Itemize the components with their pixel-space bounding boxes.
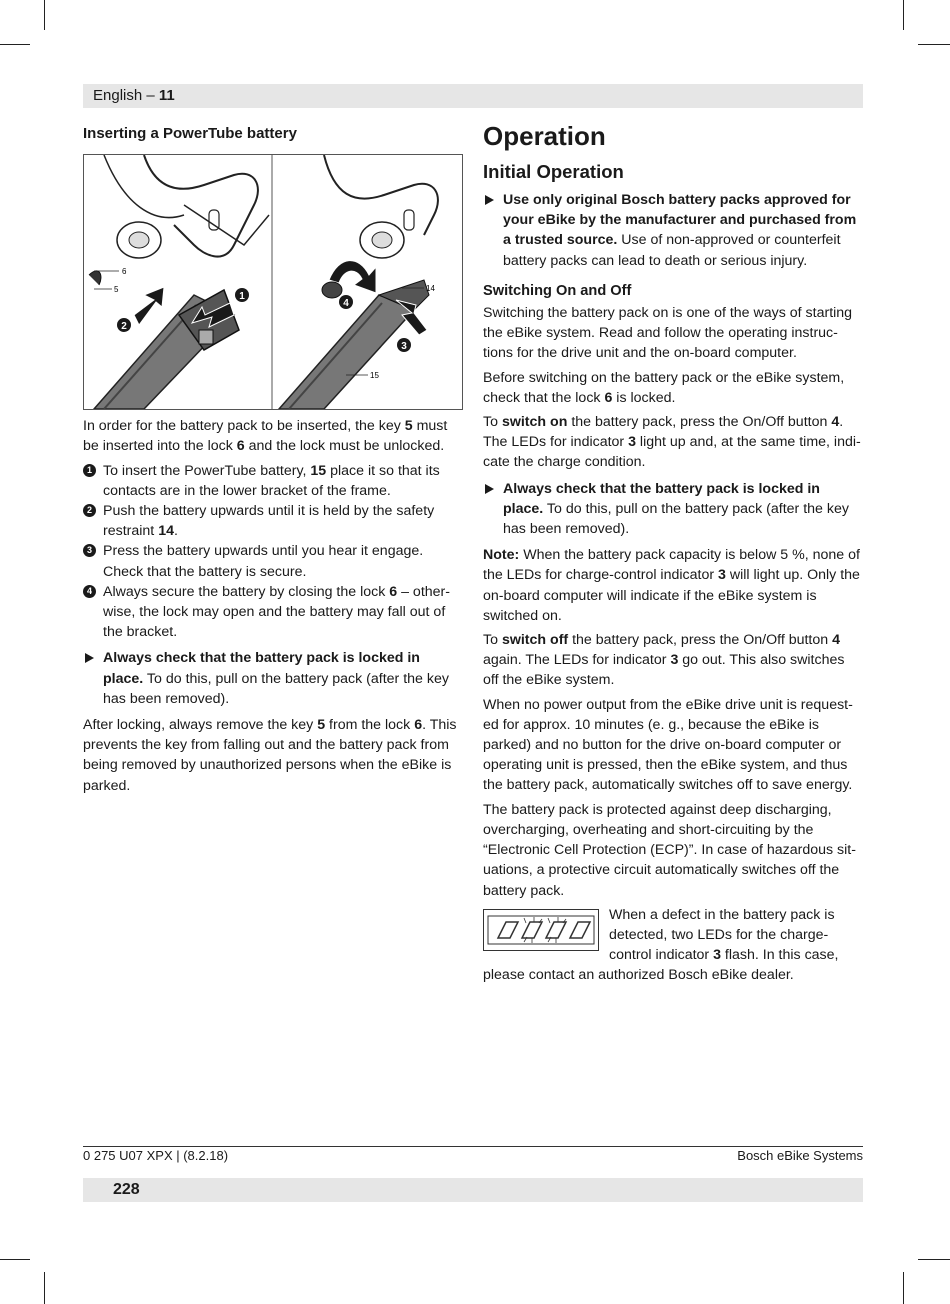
crop-mark: [0, 1259, 30, 1260]
paragraph: To switch on the battery pack, press the On/Off button 4. The LEDs for indicator 3 light up and, at the same time, indi-cate the charge condition.: [483, 414, 861, 471]
step-number-icon: 1: [83, 464, 96, 477]
figure-label-6: 6: [122, 267, 127, 277]
warning-lock-check: Always check that the battery pack is locked in place. To do this, pull on the battery pack (after the key has been removed).: [483, 479, 863, 540]
page-number: 228: [113, 1181, 140, 1198]
step-number-icon: 2: [83, 504, 96, 517]
paragraph: When no power output from the eBike drive unit is request-ed for approx. 10 minutes (e. g., because the eBike is parked) and no button for the drive on-board computer or operating unit is pressed, then the eBike system, and thus the battery pack, automatically switches off to save energy.: [483, 696, 853, 794]
warning-lock-check: Always check that the battery pack is locked in place. To do this, pull on the battery pack (after the key has been removed).: [83, 648, 463, 709]
warning-original-battery: Use only original Bosch battery packs approved for your eBike by the manufacturer and purchased from a trusted source. Use of non-approved or counterfeit battery packs can lead to death or serious injury.: [483, 190, 863, 271]
after-lock-text: After locking, always remove the key 5 from the lock 6. This prevents the key from falling out and the battery pack from being removed by unauthorized persons when the eBike is parked.: [83, 717, 457, 794]
arrow-right-icon: [485, 195, 494, 205]
subsection-heading: Switching On and Off: [483, 282, 632, 299]
led-indicator-icon: [483, 909, 599, 951]
step-item: 1 To insert the PowerTube battery, 15 place it so that its contacts are in the lower bracket of the frame.: [83, 461, 463, 501]
figure-step-3: 3: [401, 341, 407, 353]
step-item: 2 Push the battery upwards until it is held by the safety restraint 14.: [83, 501, 463, 541]
arrow-right-icon: [485, 484, 494, 494]
paragraph: To switch off the battery pack, press the On/Off button 4 again. The LEDs for indicator 3 go out. This also switches off the eBike system.: [483, 632, 845, 689]
left-column: [83, 120, 463, 800]
header-lang: English: [93, 87, 143, 104]
crop-mark: [44, 1272, 45, 1304]
step-item: 4 Always secure the battery by closing the lock 6 – other-wise, the lock may open and the battery may fall out of the bracket.: [83, 582, 463, 643]
arrow-right-icon: [85, 653, 94, 663]
figure-step-2: 2: [121, 321, 127, 333]
step-item: 3 Press the battery upwards until you hear it engage. Check that the battery is secure.: [83, 541, 463, 581]
crop-mark: [903, 1272, 904, 1304]
section-title: Operation: [483, 121, 606, 151]
crop-mark: [903, 0, 904, 30]
right-column: [483, 120, 863, 990]
figure-step-4: 4: [343, 298, 349, 310]
step-number-icon: 4: [83, 585, 96, 598]
crop-mark: [44, 0, 45, 30]
insert-intro: In order for the battery pack to be inserted, the key 5 must be inserted into the lock 6 and the lock must be unlocked.: [83, 418, 448, 455]
figure-label-14: 14: [426, 284, 435, 294]
section-subtitle: Inserting a PowerTube battery: [83, 125, 297, 142]
page-header: [83, 84, 863, 108]
paragraph: Switching the battery pack on is one of the ways of starting the eBike system. Read and follow the operating instruc-tions for the drive unit and the on-board computer.: [483, 305, 853, 362]
crop-mark: [918, 1259, 950, 1260]
figure-step-1: 1: [239, 291, 245, 303]
battery-illustration: [84, 155, 462, 409]
crop-mark: [0, 44, 30, 45]
crop-mark: [918, 44, 950, 45]
header-sep: –: [142, 87, 159, 104]
figure-label-15: 15: [370, 371, 379, 381]
header-text: [93, 87, 175, 104]
paragraph: When a defect in the battery pack is detected, two LEDs for the charge-control indicator 3 flash. In this case, please contact an authorized Bosch eBike dealer.: [483, 906, 839, 984]
section-heading: Initial Operation: [483, 161, 624, 182]
step-number-icon: 3: [83, 544, 96, 557]
paragraph: The battery pack is protected against deep discharging, overcharging, overheating and short-circuiting by the “Electronic Cell Protection (ECP)”. In case of hazardous sit-uations, a protective circuit automatically switches off the battery pack.: [483, 801, 856, 899]
header-page-number: 11: [158, 87, 175, 104]
paragraph: Before switching on the battery pack or the eBike system, check that the lock 6 is locked.: [483, 369, 845, 406]
figure-label-5: 5: [114, 285, 119, 295]
footer-divider: [83, 1146, 863, 1147]
page-number-bar: [83, 1178, 863, 1202]
document-code: 0 275 U07 XPX | (8.2.18): [83, 1148, 229, 1163]
battery-insertion-figure: [83, 154, 463, 410]
note-paragraph: Note: When the battery pack capacity is below 5 %, none of the LEDs for charge-control indicator 3 will light up. Only the on-board computer will indicate if the eBike system is switched on.: [483, 547, 860, 624]
brand-name: Bosch eBike Systems: [737, 1148, 863, 1163]
